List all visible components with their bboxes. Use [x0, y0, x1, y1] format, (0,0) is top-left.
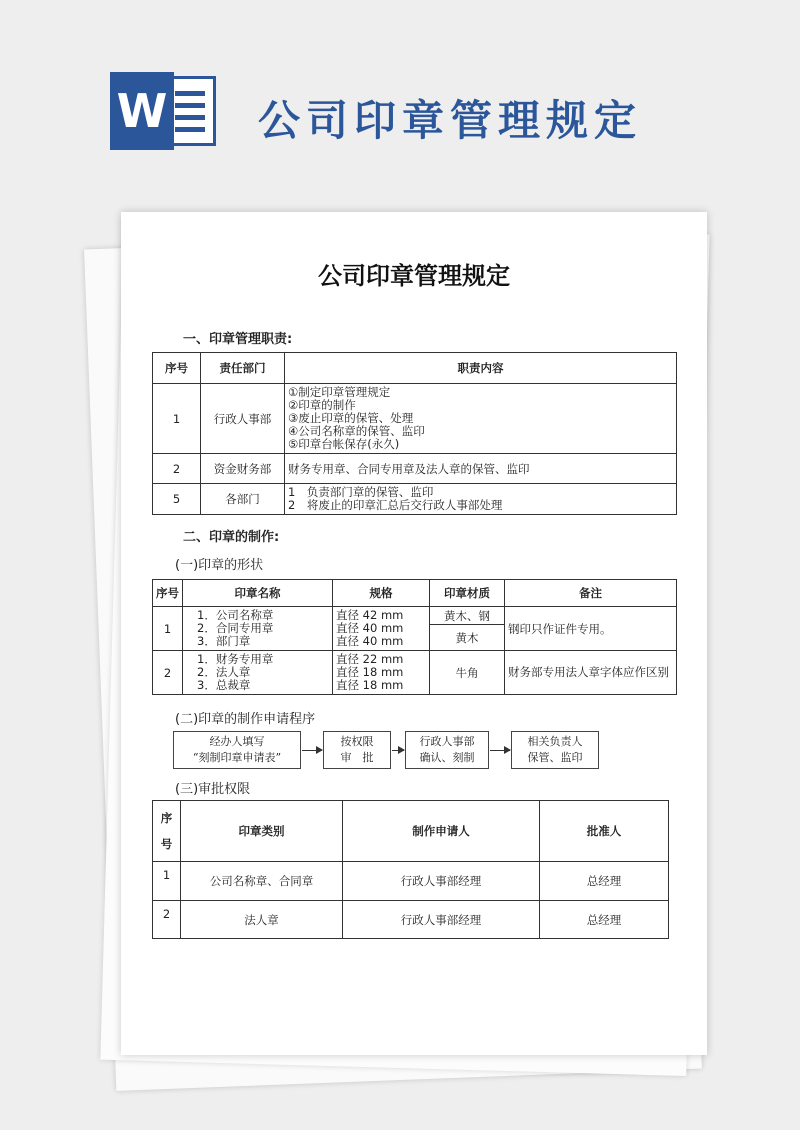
flow-arrow-icon	[392, 750, 404, 751]
seal-shape-table	[152, 579, 677, 695]
table-row: 1 1．公司名称章 2．合同专用章 3．部门章 直径 42 mm 直径 40 mm 直径 40 mm 黄木、钢 钢印只作证件专用。	[153, 607, 677, 625]
flow-arrow-icon	[302, 750, 322, 751]
document-page	[121, 212, 707, 1055]
flow-step-2: 按权限 审 批	[323, 731, 391, 769]
table-header: 责任部门	[201, 353, 285, 384]
table-row: 2 法人章 行政人事部经理 总经理	[153, 901, 669, 939]
table-row: 2 资金财务部 财务专用章、合同专用章及法人章的保管、监印	[153, 454, 677, 484]
flow-arrow-icon	[490, 750, 510, 751]
table-header: 职责内容	[285, 353, 677, 384]
table-header: 制作申请人	[343, 801, 540, 862]
table-header: 批准人	[540, 801, 669, 862]
flow-step-3: 行政人事部 确认、刻制	[405, 731, 489, 769]
table-row: 2 1．财务专用章 2．法人章 3．总裁章 直径 22 mm 直径 18 mm 直径 18 mm 牛角 财务部专用法人章字体应作区别	[153, 651, 677, 695]
banner-title: 公司印章管理规定	[258, 96, 643, 145]
flow-step-4: 相关负责人 保管、监印	[511, 731, 599, 769]
shape-subheading: (一)印章的形状	[175, 558, 264, 573]
document-title: 公司印章管理规定	[318, 262, 510, 290]
word-document-icon	[110, 72, 218, 150]
table-header: 序号	[153, 353, 201, 384]
table-row: 1 公司名称章、合同章 行政人事部经理 总经理	[153, 862, 669, 901]
banner	[0, 0, 800, 200]
table-header: 备注	[505, 580, 677, 607]
word-logo-letter: W	[110, 72, 174, 150]
table-row: 黄木	[153, 625, 677, 651]
table-header: 印章类别	[181, 801, 343, 862]
table-header: 印章名称	[183, 580, 333, 607]
table-header: 规格	[333, 580, 430, 607]
table-header: 印章材质	[430, 580, 505, 607]
approval-subheading: (三)审批权限	[175, 782, 251, 797]
flow-step-1: 经办人填写 “刻制印章申请表”	[173, 731, 301, 769]
table-row: 5 各部门 1 负责部门章的保管、监印 2 将废止的印章汇总后交行政人事部处理	[153, 484, 677, 515]
table-header: 序号	[153, 580, 183, 607]
table-row: 1 行政人事部 ①制定印章管理规定 ②印章的制作 ③废止印章的保管、处理 ④公司名称章的保管、监印 ⑤印章台帐保存(永久)	[153, 384, 677, 454]
section1-heading: 一、印章管理职责:	[183, 332, 293, 347]
approval-table	[152, 800, 669, 939]
section2-heading: 二、印章的制作:	[183, 530, 280, 545]
procedure-subheading: (二)印章的制作申请程序	[175, 712, 316, 727]
table-header: 序 号	[153, 801, 181, 862]
responsibility-table	[152, 352, 677, 515]
